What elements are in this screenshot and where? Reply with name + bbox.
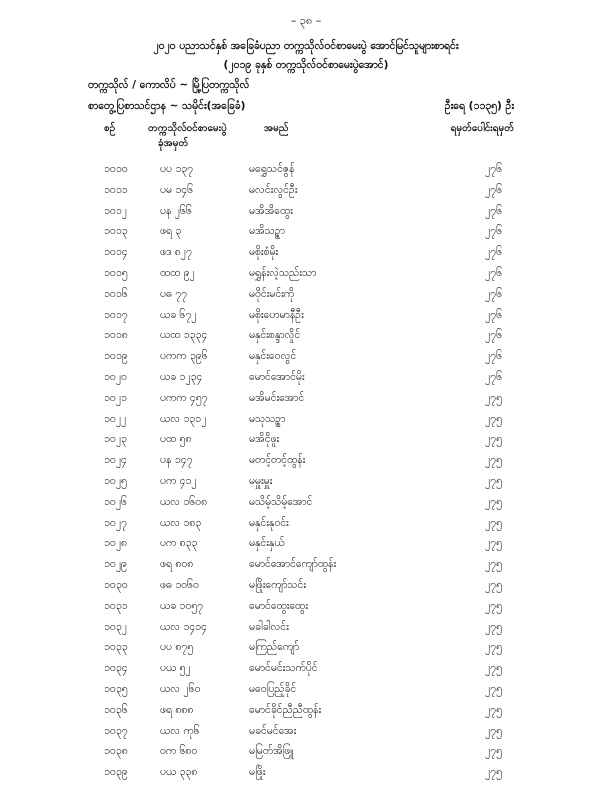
row-number: ၁၀၃၅	[104, 682, 128, 695]
table-row	[0, 413, 612, 434]
score-value: ၂၇၅	[485, 537, 502, 550]
column-header-no: စဉ်	[104, 123, 116, 134]
student-name: မအိအိထွေး	[249, 204, 293, 217]
table-row	[0, 766, 612, 787]
roll-number: ပန ၂၆၆	[160, 204, 192, 217]
student-name: မမြတ်အိဖြူ	[249, 745, 294, 758]
roll-number: ပမ ၁၄၆	[160, 183, 194, 196]
row-number: ၁၀၁၄	[104, 246, 128, 259]
table-row	[0, 537, 612, 558]
column-header-roll-no-line2: ခုံအမှတ်	[158, 138, 189, 149]
table-row	[0, 205, 612, 226]
table-row	[0, 704, 612, 725]
row-number: ၁၀၃၉	[104, 766, 128, 779]
student-name: မနှင်းဝေလွင်	[249, 350, 297, 363]
table-row	[0, 433, 612, 454]
row-number: ၁၀၂၉	[104, 558, 127, 571]
table-row	[0, 392, 612, 413]
roll-number: ဖဓ ၁၀၆၀	[160, 578, 199, 591]
column-header-name: အမည်	[264, 123, 289, 134]
score-value: ၂၇၅	[485, 703, 502, 716]
score-value: ၂၇၅	[485, 766, 502, 779]
score-value: ၂၇၅	[485, 495, 502, 508]
score-value: ၂၇၅	[485, 391, 502, 404]
roll-number: ပပ ၁၃၇	[160, 163, 194, 175]
table-row	[0, 267, 612, 288]
roll-number: ဖရ ၈၈၈	[160, 703, 194, 716]
row-number: ၁၀၁၈	[104, 329, 128, 342]
student-name: မအိငိုဖူး	[249, 433, 280, 446]
score-value: ၂၇၅	[485, 682, 502, 695]
student-name: မနှင်းနုဝင်း	[249, 516, 289, 529]
student-name: မဖြိုး	[249, 766, 266, 779]
student-name: မစိုးစံမိုး	[249, 246, 279, 259]
row-number: ၁၀၃၁	[104, 599, 128, 612]
score-value: ၂၇၆	[485, 204, 502, 217]
score-value: ၂၇၆	[485, 246, 502, 259]
row-number: ၁၀၂၂	[104, 412, 127, 425]
student-name: မတင့်တင့်ထွန်း	[249, 454, 306, 467]
score-value: ၂၇၅	[485, 641, 502, 654]
table-row	[0, 558, 612, 579]
row-number: ၁၀၁၇	[104, 308, 128, 321]
row-number: ၁၀၃၃	[104, 641, 128, 654]
row-number: ၁၀၃၇	[104, 724, 128, 737]
table-row	[0, 579, 612, 600]
score-value: ၂၇၅	[485, 433, 502, 446]
score-value: ၂၇၆	[485, 287, 502, 300]
score-value: ၂၇၅	[485, 454, 502, 467]
student-name: မဖြိုးကျော်သင်း	[249, 578, 307, 591]
roll-number: ပယ ၃၃၈	[160, 766, 198, 779]
score-value: ၂၇၆	[485, 163, 502, 175]
row-number: ၁၀၁၉	[104, 350, 128, 363]
roll-number: ဖဒ ၈၂၇	[160, 246, 192, 259]
student-name: မအိသဉ္စာ	[249, 225, 285, 238]
row-number: ၁၀၂၄	[104, 454, 127, 467]
column-header-roll-no: တက္ကသိုလ်ဝင်စာမေးပွဲ	[148, 123, 227, 134]
table-row	[0, 454, 612, 475]
roll-number: ယလ ၂၆၀	[160, 682, 201, 695]
row-number: ၁၀၁၃	[104, 225, 128, 238]
row-number: ၁၀၂၇	[104, 516, 127, 529]
roll-number: ပက ၄၁၂	[160, 474, 197, 487]
student-name: မောင်အောင်ကျော်ထွန်း	[249, 558, 337, 571]
roll-number: ပယ ၅၂	[160, 662, 191, 675]
row-number: ၁၀၃၀	[104, 578, 128, 591]
student-name: မစိုးဟေမာနီဦး	[249, 308, 304, 321]
row-number: ၁၀၃၄	[104, 662, 128, 675]
table-row	[0, 621, 612, 642]
table-row	[0, 163, 612, 184]
student-name: မကြည်ကျော်	[249, 641, 300, 654]
table-row	[0, 329, 612, 350]
roll-number: ပကက ၄၅၇	[160, 391, 208, 404]
roll-number: ယလ ကု၆	[160, 724, 200, 737]
row-number: ၁၀၂၃	[104, 433, 127, 446]
university-line: တက္ကသိုလ် / ကောလိပ် ~ မြို့ပြတက္ကသိုလ်	[88, 79, 250, 91]
roll-number: ယခ ၁၂၃၄	[160, 370, 203, 383]
score-value: ၂၇၅	[485, 412, 502, 425]
score-value: ၂၇၆	[485, 225, 502, 238]
table-row	[0, 288, 612, 309]
document-subtitle: (၂၀၁၉ ခုနှစ် တက္ကသိုလ်ဝင်စာမေးပွဲအောင်)	[223, 59, 389, 71]
student-name: မရွှန်းလဲ့သည်းသာ	[249, 266, 317, 279]
table-row	[0, 225, 612, 246]
score-value: ၂၇၅	[485, 558, 502, 571]
row-number: ၁၀၂၆	[104, 495, 127, 508]
table-row	[0, 641, 612, 662]
student-name: မရွှေသင်ဇွန်	[249, 163, 295, 175]
score-value: ၂၇၆	[485, 308, 502, 321]
score-value: ၂၇၅	[485, 516, 502, 529]
student-name: မသိမ့်သိမ့်အောင်	[249, 495, 313, 508]
table-row	[0, 246, 612, 267]
student-name: မနှင်းနှယ်	[249, 537, 285, 550]
student-name: မောင်မင်းသက်ပိုင်	[249, 662, 318, 675]
student-name: မောင်ထွေးထွေး	[249, 599, 308, 612]
student-name: မောင်အောင်မိုး	[249, 370, 305, 383]
roll-number: ပပ ၈၇၅	[160, 641, 194, 654]
student-name: မောင်ခိုင်ညီညီထွန်း	[249, 703, 322, 716]
score-value: ၂၇၅	[485, 474, 502, 487]
row-number: ၁၀၃၆	[104, 703, 128, 716]
row-number: ၁၀၁၀	[104, 163, 128, 175]
student-name: မနှင်းစန္ဒာလှိုင်	[249, 329, 301, 342]
results-list	[0, 163, 612, 787]
roll-number: ယလ ၁၆၀၈	[160, 495, 208, 508]
table-row	[0, 371, 612, 392]
row-number: ၁၀၂၁	[104, 391, 127, 404]
row-number: ၁၀၁၆	[104, 287, 128, 300]
page-number: – ၃၈ –	[290, 14, 322, 27]
score-value: ၂၇၅	[485, 662, 502, 675]
table-row	[0, 600, 612, 621]
roll-number: ပန ၁၄၇	[160, 454, 193, 467]
department-line: စာတွေ့ပြစာသင်ဌာန ~ သမိုင်း(အခြေခံ)	[88, 100, 246, 112]
table-row	[0, 517, 612, 538]
row-number: ၁၀၁၅	[104, 266, 128, 279]
table-row	[0, 475, 612, 496]
score-value: ၂၇၅	[485, 578, 502, 591]
score-value: ၂၇၆	[485, 350, 502, 363]
row-number: ၁၀၂၈	[104, 537, 127, 550]
student-name: မမှူးမှူး	[249, 474, 273, 487]
student-name: မခါခါလင်း	[249, 620, 289, 633]
score-value: ၂၇၆	[485, 183, 502, 196]
table-row	[0, 496, 612, 517]
table-row	[0, 350, 612, 371]
roll-number: ယလ ၁၃၁၂	[160, 412, 207, 425]
roll-number: ယခ ၆၇၂	[160, 308, 197, 321]
table-row	[0, 662, 612, 683]
roll-number: ပဓ ၇၇	[160, 287, 188, 300]
roll-number: ပကက ၃၉၆	[160, 350, 208, 363]
table-row	[0, 745, 612, 766]
row-number: ၁၀၁၁	[104, 183, 128, 196]
score-value: ၂၇၆	[485, 370, 502, 383]
row-number: ၁၀၃၂	[104, 620, 127, 633]
roll-number: ယလ ၁၄၁၄	[160, 620, 207, 633]
document-title: ၂၀၂၀ ပညာသင်နှစ် အခြေခံပညာ တက္ကသိုလ်ဝင်စာမေးပွဲ အောင်မြင်သူများစာရင်း	[153, 40, 459, 52]
roll-number: ပက ၈၃၃	[160, 537, 198, 550]
student-name: မခင်မင်အေး	[249, 724, 297, 737]
total-count: ဦးရေ (၁၁၃၅) ဦး	[444, 100, 514, 112]
table-row	[0, 309, 612, 330]
roll-number: ဖရ ၃	[160, 225, 182, 238]
score-value: ၂၇၅	[485, 599, 502, 612]
student-name: မလင်းလွင်ဦး	[249, 183, 298, 196]
score-value: ၂၇၅	[485, 745, 502, 758]
column-header-score: ရမှတ်ပေါင်းရမှတ်	[450, 123, 514, 134]
row-number: ၁၀၂၅	[104, 474, 127, 487]
score-value: ၂၇၆	[485, 266, 502, 279]
student-name: မသုသဉ္စာ	[249, 412, 286, 425]
student-name: မဝိုင်းမင်းကို	[249, 287, 295, 300]
row-number: ၁၀၂၀	[104, 370, 127, 383]
roll-number: ယထ ၁၃၃၄	[160, 329, 208, 342]
roll-number: ထထ ၉၂	[160, 266, 195, 279]
row-number: ၁၀၁၂	[104, 204, 127, 217]
roll-number: ဝက ၆၈၀	[160, 745, 198, 758]
roll-number: ပထ ၅၈	[160, 433, 192, 446]
student-name: မအိမင်းအောင်	[249, 391, 305, 404]
student-name: မဝေပြည့်ခိုင်	[249, 682, 297, 695]
table-row	[0, 725, 612, 746]
score-value: ၂၇၆	[485, 329, 502, 342]
roll-number: ယခ ၁၀၅၇	[160, 599, 204, 612]
row-number: ၁၀၃၈	[104, 745, 128, 758]
table-row	[0, 184, 612, 205]
score-value: ၂၇၅	[485, 620, 502, 633]
table-row	[0, 683, 612, 704]
roll-number: ဖရ ၈၀၈	[160, 558, 194, 571]
roll-number: ယလ ၁၈၃	[160, 516, 202, 529]
score-value: ၂၇၅	[485, 724, 502, 737]
